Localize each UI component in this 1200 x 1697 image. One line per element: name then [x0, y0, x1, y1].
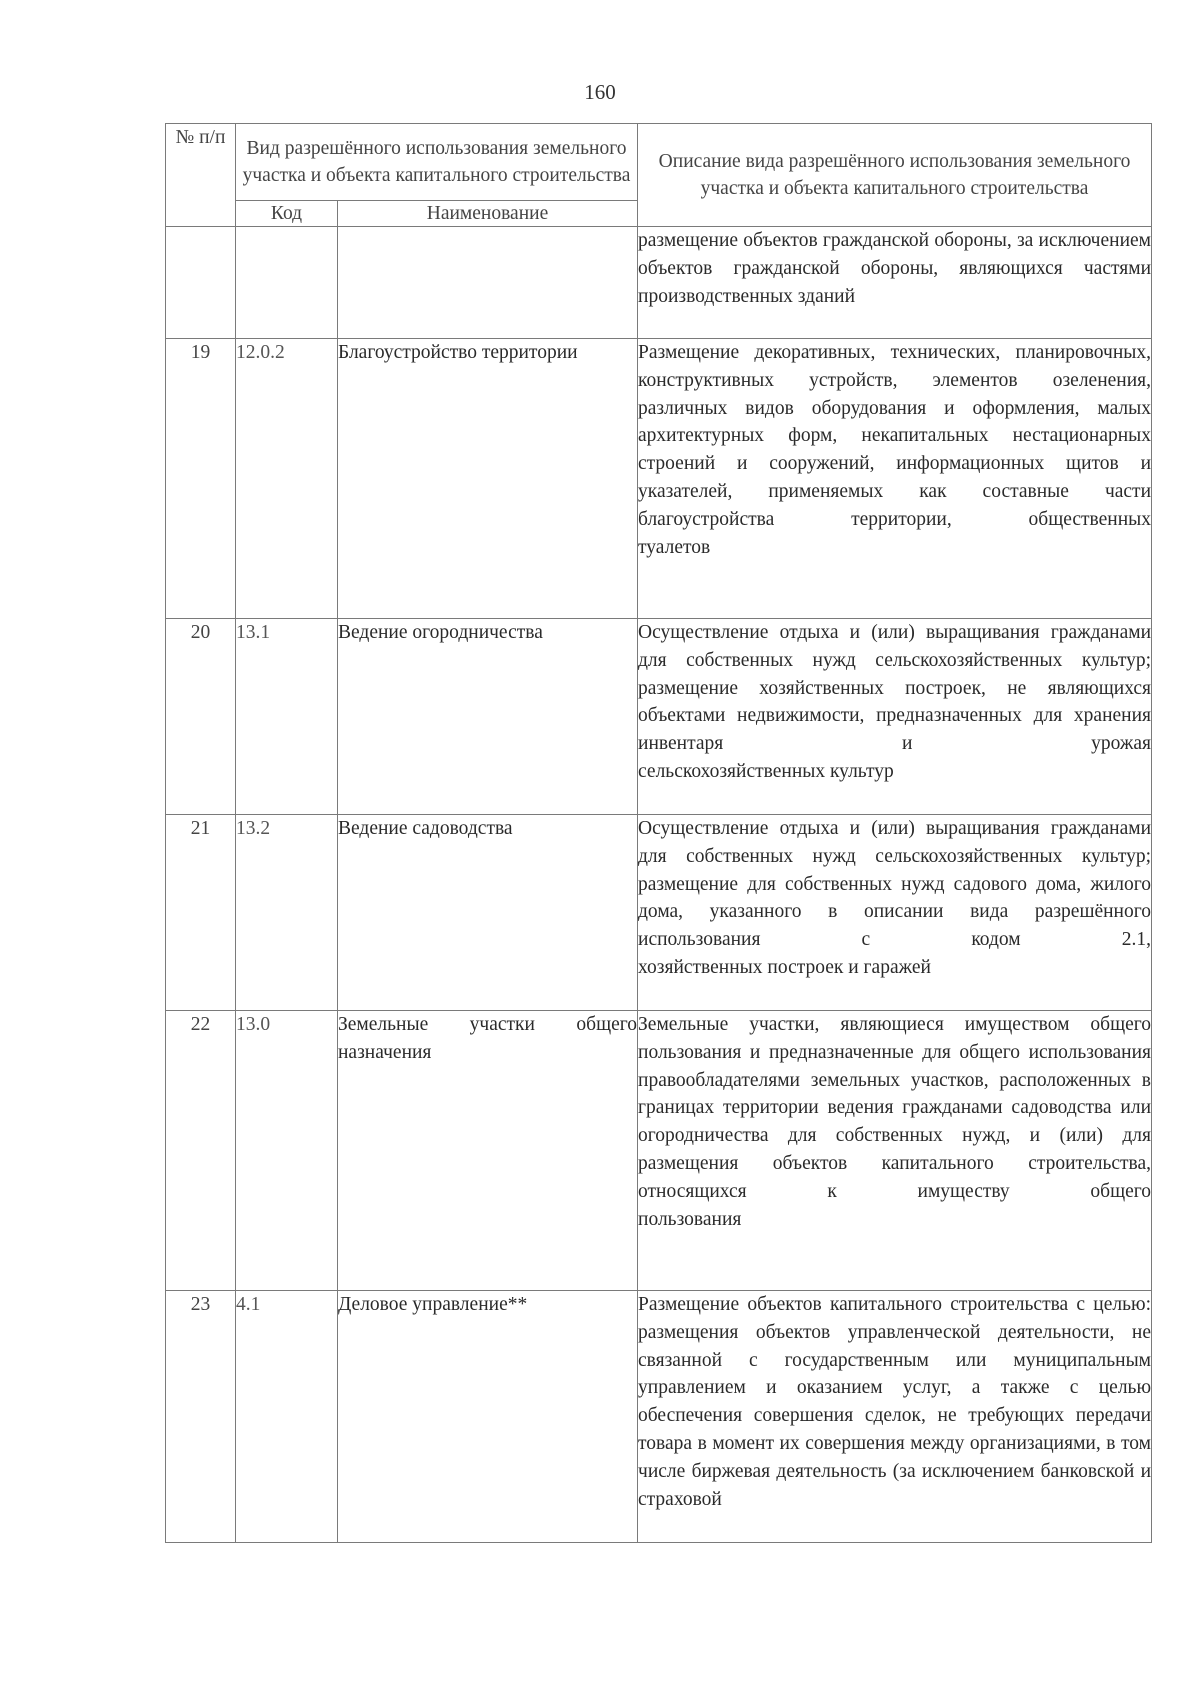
table-row	[166, 1011, 1152, 1291]
table-row	[166, 815, 1152, 1011]
row-description	[638, 619, 1152, 815]
row-name: Земельные участки общего назначения	[338, 1011, 638, 1291]
row-description-text: Осуществление отдыха и (или) выращивания гражданами для собственных нужд сельскохозяйственных культур; размещение хозяйственных построек, не являющихся объектами недвижимости, предназначенных для хранения инвентаря и урожая	[638, 622, 1152, 755]
row-num: 19	[166, 339, 236, 619]
table-row	[166, 339, 1152, 619]
row-description	[638, 339, 1152, 619]
row-num: 23	[166, 1291, 236, 1543]
row-description-text: Размещение объектов капитального строительства с целью: размещения объектов управленческой деятельности, не связанной с государственным или муниципальным управлением и оказанием услуг, а также с целью обеспечения совершения сделок, не требующих передачи товара в момент их совершения между организациями, в том числе биржевая деятельность (за исключением банковской и страховой	[638, 1294, 1152, 1510]
row-description-text: Земельные участки, являющиеся имуществом общего пользования и предназначенные для общего использования правообладателями земельных участков, расположенных в границах территории ведения гражданами садоводства или огородничества для собственных нужд, и (или) для размещения объектов капитального строительства, относящихся к имуществу общего	[638, 1014, 1152, 1202]
table-header-row	[166, 124, 1152, 201]
row-num: 20	[166, 619, 236, 815]
row-num: 21	[166, 815, 236, 1011]
row-description-text: Осуществление отдыха и (или) выращивания гражданами для собственных нужд сельскохозяйственных культур; размещение для собственных нужд садового дома, жилого дома, указанного в описании вида разрешённого использования с кодом 2.1,	[638, 818, 1152, 951]
row-name	[338, 227, 638, 339]
row-code: 4.1	[236, 1291, 338, 1543]
row-description-text: размещение объектов гражданской обороны, за исключением объектов гражданской обороны, являющихся частями	[638, 230, 1152, 279]
header-description: Описание вида разрешённого использования земельного участка и объекта капитального строительства	[638, 124, 1152, 227]
row-code: 12.0.2	[236, 339, 338, 619]
row-description-last-line: туалетов	[638, 536, 711, 558]
row-description-last-line: производственных зданий	[638, 285, 856, 307]
land-use-table	[165, 123, 1152, 1543]
header-use-type-group: Вид разрешённого использования земельного участка и объекта капитального строительства	[236, 124, 638, 201]
row-description	[638, 1291, 1152, 1543]
row-description	[638, 815, 1152, 1011]
row-name: Благоустройство территории	[338, 339, 638, 619]
row-code	[236, 227, 338, 339]
row-name: Ведение садоводства	[338, 815, 638, 1011]
row-description-last-line: пользования	[638, 1208, 742, 1230]
page-number: 160	[584, 80, 616, 104]
table-row	[166, 227, 1152, 339]
row-name: Ведение огородничества	[338, 619, 638, 815]
row-description	[638, 1011, 1152, 1291]
header-name: Наименование	[338, 201, 638, 227]
row-description-last-line: сельскохозяйственных культур	[638, 760, 894, 782]
row-code: 13.0	[236, 1011, 338, 1291]
table-row	[166, 1291, 1152, 1543]
row-description	[638, 227, 1152, 339]
row-description-last-line: хозяйственных построек и гаражей	[638, 956, 931, 978]
row-num	[166, 227, 236, 339]
header-num: № п/п	[166, 124, 236, 227]
row-code: 13.1	[236, 619, 338, 815]
table-row	[166, 619, 1152, 815]
row-num: 22	[166, 1011, 236, 1291]
row-code: 13.2	[236, 815, 338, 1011]
row-name: Деловое управление**	[338, 1291, 638, 1543]
header-code: Код	[236, 201, 338, 227]
row-description-text: Размещение декоративных, технических, планировочных, конструктивных устройств, элементов озеленения, различных видов оборудования и оформления, малых архитектурных форм, некапитальных нестационарных строений и сооружений, информационных щитов и указателей, применяемых как составные части благоустройства территории, общественных	[638, 342, 1152, 530]
